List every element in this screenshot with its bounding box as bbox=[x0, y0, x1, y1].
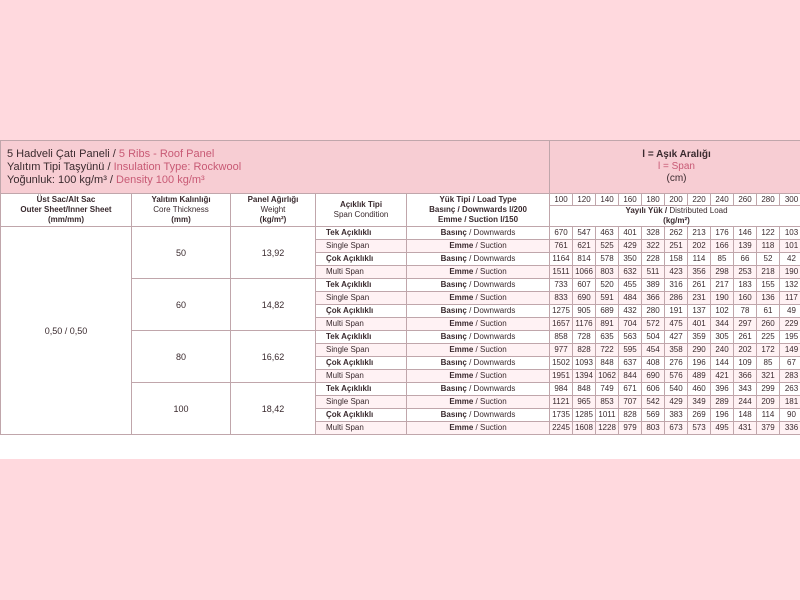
span-condition: Çok Açıklıklı bbox=[316, 305, 407, 318]
load-type bbox=[407, 266, 550, 279]
load-value: 572 bbox=[642, 318, 665, 331]
load-value: 122 bbox=[757, 227, 780, 240]
load-value: 350 bbox=[619, 253, 642, 266]
span-condition: Single Span bbox=[316, 292, 407, 305]
load-value: 139 bbox=[734, 240, 757, 253]
load-value: 489 bbox=[688, 370, 711, 383]
load-value: 1394 bbox=[573, 370, 596, 383]
span-condition: Multi Span bbox=[316, 370, 407, 383]
load-value: 336 bbox=[780, 422, 800, 435]
load-value: 366 bbox=[642, 292, 665, 305]
load-value: 576 bbox=[665, 370, 688, 383]
load-value: 1502 bbox=[550, 357, 573, 370]
load-value: 591 bbox=[596, 292, 619, 305]
span-condition: Single Span bbox=[316, 344, 407, 357]
span-value-header: 280 bbox=[757, 194, 780, 206]
load-value: 632 bbox=[619, 266, 642, 279]
span-value-header: 240 bbox=[711, 194, 734, 206]
load-value: 102 bbox=[711, 305, 734, 318]
load-type bbox=[407, 383, 550, 396]
load-value: 848 bbox=[596, 357, 619, 370]
span-condition: Tek Açıklıklı bbox=[316, 227, 407, 240]
load-type-tr: Basınç bbox=[440, 254, 467, 263]
load-type-tr: Basınç bbox=[440, 228, 467, 237]
load-value: 427 bbox=[665, 331, 688, 344]
panel-weight: 16,62 bbox=[231, 331, 316, 383]
load-value: 148 bbox=[734, 409, 757, 422]
load-value: 1228 bbox=[596, 422, 619, 435]
load-value: 244 bbox=[734, 396, 757, 409]
load-type-en: / Suction bbox=[473, 371, 507, 380]
load-value: 454 bbox=[642, 344, 665, 357]
load-value: 814 bbox=[573, 253, 596, 266]
load-value: 728 bbox=[573, 331, 596, 344]
load-value: 432 bbox=[619, 305, 642, 318]
load-value: 595 bbox=[619, 344, 642, 357]
load-value: 379 bbox=[757, 422, 780, 435]
span-value-header: 180 bbox=[642, 194, 665, 206]
load-type-tr: Emme bbox=[449, 293, 474, 302]
load-value: 101 bbox=[780, 240, 800, 253]
load-value: 262 bbox=[665, 227, 688, 240]
load-value: 196 bbox=[688, 357, 711, 370]
load-type-en: / Downwards bbox=[466, 384, 516, 393]
span-value-header: 100 bbox=[550, 194, 573, 206]
load-value: 431 bbox=[734, 422, 757, 435]
load-value: 218 bbox=[757, 266, 780, 279]
load-value: 366 bbox=[734, 370, 757, 383]
load-value: 321 bbox=[757, 370, 780, 383]
load-value: 707 bbox=[619, 396, 642, 409]
span-value-header: 140 bbox=[596, 194, 619, 206]
load-value: 722 bbox=[596, 344, 619, 357]
load-value: 196 bbox=[711, 409, 734, 422]
load-type bbox=[407, 292, 550, 305]
load-type-tr: Basınç bbox=[440, 332, 467, 341]
load-value: 578 bbox=[596, 253, 619, 266]
span-value-header: 120 bbox=[573, 194, 596, 206]
load-type-en: / Suction bbox=[473, 267, 507, 276]
load-value: 358 bbox=[665, 344, 688, 357]
load-value: 349 bbox=[688, 396, 711, 409]
span-condition: Tek Açıklıklı bbox=[316, 383, 407, 396]
load-type-tr: Basınç bbox=[440, 306, 467, 315]
load-value: 109 bbox=[734, 357, 757, 370]
load-type-tr: Basınç bbox=[440, 410, 467, 419]
load-value: 733 bbox=[550, 279, 573, 292]
span-header: l = Aşık Aralığı l = Span (cm) bbox=[550, 141, 800, 194]
load-value: 401 bbox=[688, 318, 711, 331]
load-value: 504 bbox=[642, 331, 665, 344]
load-type bbox=[407, 253, 550, 266]
load-value: 263 bbox=[780, 383, 800, 396]
load-value: 114 bbox=[688, 253, 711, 266]
load-type-tr: Emme bbox=[449, 241, 474, 250]
load-value: 1608 bbox=[573, 422, 596, 435]
load-value: 172 bbox=[757, 344, 780, 357]
load-value: 637 bbox=[619, 357, 642, 370]
load-type bbox=[407, 357, 550, 370]
load-type-tr: Basınç bbox=[440, 358, 467, 367]
load-value: 607 bbox=[573, 279, 596, 292]
load-value: 66 bbox=[734, 253, 757, 266]
load-value: 1121 bbox=[550, 396, 573, 409]
load-type bbox=[407, 227, 550, 240]
core-thickness: 60 bbox=[132, 279, 231, 331]
load-value: 905 bbox=[573, 305, 596, 318]
load-type-en: / Suction bbox=[473, 293, 507, 302]
load-value: 132 bbox=[780, 279, 800, 292]
load-value: 61 bbox=[757, 305, 780, 318]
span-condition: Çok Açıklıklı bbox=[316, 253, 407, 266]
load-value: 305 bbox=[711, 331, 734, 344]
load-value: 704 bbox=[619, 318, 642, 331]
load-type-tr: Emme bbox=[449, 345, 474, 354]
load-value: 844 bbox=[619, 370, 642, 383]
load-value: 803 bbox=[642, 422, 665, 435]
load-value: 606 bbox=[642, 383, 665, 396]
load-value: 833 bbox=[550, 292, 573, 305]
load-value: 853 bbox=[596, 396, 619, 409]
load-value: 1285 bbox=[573, 409, 596, 422]
load-value: 401 bbox=[619, 227, 642, 240]
load-value: 761 bbox=[550, 240, 573, 253]
load-value: 828 bbox=[619, 409, 642, 422]
load-value: 149 bbox=[780, 344, 800, 357]
load-value: 1951 bbox=[550, 370, 573, 383]
load-value: 1164 bbox=[550, 253, 573, 266]
load-value: 670 bbox=[550, 227, 573, 240]
panel-weight: 14,82 bbox=[231, 279, 316, 331]
load-value: 190 bbox=[780, 266, 800, 279]
load-value: 343 bbox=[734, 383, 757, 396]
load-value: 117 bbox=[780, 292, 800, 305]
load-value: 90 bbox=[780, 409, 800, 422]
load-value: 891 bbox=[596, 318, 619, 331]
span-value-header: 200 bbox=[665, 194, 688, 206]
load-type bbox=[407, 370, 550, 383]
load-value: 429 bbox=[665, 396, 688, 409]
load-type-en: / Downwards bbox=[466, 254, 516, 263]
table-title: 5 Hadveli Çatı Paneli / 5 Ribs - Roof Panel Yalıtım Tipi Taşyünü / Insulation Type: Rockwool Yoğunluk: 100 kg/m³ / Density 100 kg/m³ bbox=[1, 141, 550, 194]
load-table bbox=[0, 140, 800, 435]
load-value: 408 bbox=[642, 357, 665, 370]
load-type-tr: Emme bbox=[449, 267, 474, 276]
load-value: 158 bbox=[665, 253, 688, 266]
load-value: 621 bbox=[573, 240, 596, 253]
load-type bbox=[407, 422, 550, 435]
load-value: 103 bbox=[780, 227, 800, 240]
load-value: 828 bbox=[573, 344, 596, 357]
load-value: 984 bbox=[550, 383, 573, 396]
load-value: 1093 bbox=[573, 357, 596, 370]
load-value: 251 bbox=[665, 240, 688, 253]
load-value: 290 bbox=[688, 344, 711, 357]
load-type-en: / Suction bbox=[473, 319, 507, 328]
span-condition: Çok Açıklıklı bbox=[316, 409, 407, 422]
load-value: 429 bbox=[619, 240, 642, 253]
load-value: 289 bbox=[711, 396, 734, 409]
table-row bbox=[1, 227, 800, 240]
load-value: 49 bbox=[780, 305, 800, 318]
load-value: 803 bbox=[596, 266, 619, 279]
core-thickness: 50 bbox=[132, 227, 231, 279]
load-value: 42 bbox=[780, 253, 800, 266]
load-value: 1062 bbox=[596, 370, 619, 383]
core-thickness: 100 bbox=[132, 383, 231, 435]
load-type-en: / Downwards bbox=[466, 410, 516, 419]
load-value: 359 bbox=[688, 331, 711, 344]
load-value: 2245 bbox=[550, 422, 573, 435]
load-type-tr: Basınç bbox=[440, 280, 467, 289]
load-value: 183 bbox=[734, 279, 757, 292]
load-value: 965 bbox=[573, 396, 596, 409]
load-value: 540 bbox=[665, 383, 688, 396]
load-value: 114 bbox=[757, 409, 780, 422]
span-condition: Multi Span bbox=[316, 266, 407, 279]
load-value: 67 bbox=[780, 357, 800, 370]
span-condition: Single Span bbox=[316, 396, 407, 409]
load-type-tr: Emme bbox=[449, 319, 474, 328]
load-value: 261 bbox=[734, 331, 757, 344]
panel-weight: 18,42 bbox=[231, 383, 316, 435]
span-value-header: 260 bbox=[734, 194, 757, 206]
span-condition: Single Span bbox=[316, 240, 407, 253]
load-type-en: / Suction bbox=[473, 397, 507, 406]
load-value: 280 bbox=[642, 305, 665, 318]
load-type-en: / Suction bbox=[473, 345, 507, 354]
load-value: 484 bbox=[619, 292, 642, 305]
load-value: 229 bbox=[780, 318, 800, 331]
load-type-header: Yük Tipi / Load Type Basınç / Downwards l/200 Emme / Suction l/150 bbox=[407, 194, 550, 227]
load-value: 52 bbox=[757, 253, 780, 266]
load-value: 569 bbox=[642, 409, 665, 422]
load-type-en: / Suction bbox=[473, 423, 507, 432]
load-type bbox=[407, 240, 550, 253]
sheet-thickness: 0,50 / 0,50 bbox=[1, 227, 132, 435]
load-value: 455 bbox=[619, 279, 642, 292]
load-value: 261 bbox=[688, 279, 711, 292]
load-value: 297 bbox=[734, 318, 757, 331]
weight-header: Panel Ağırlığı Weight (kg/m²) bbox=[231, 194, 316, 227]
load-value: 209 bbox=[757, 396, 780, 409]
load-type-tr: Basınç bbox=[440, 384, 467, 393]
load-value: 389 bbox=[642, 279, 665, 292]
load-value: 299 bbox=[757, 383, 780, 396]
load-value: 1735 bbox=[550, 409, 573, 422]
load-value: 144 bbox=[711, 357, 734, 370]
load-value: 547 bbox=[573, 227, 596, 240]
load-value: 690 bbox=[642, 370, 665, 383]
load-value: 979 bbox=[619, 422, 642, 435]
load-value: 511 bbox=[642, 266, 665, 279]
load-value: 396 bbox=[711, 383, 734, 396]
load-value: 673 bbox=[665, 422, 688, 435]
load-value: 195 bbox=[780, 331, 800, 344]
load-value: 383 bbox=[665, 409, 688, 422]
span-condition: Çok Açıklıklı bbox=[316, 357, 407, 370]
span-value-header: 160 bbox=[619, 194, 642, 206]
load-value: 160 bbox=[734, 292, 757, 305]
load-table-panel bbox=[0, 140, 800, 459]
load-type bbox=[407, 279, 550, 292]
load-value: 356 bbox=[688, 266, 711, 279]
load-type-en: / Downwards bbox=[466, 228, 516, 237]
load-value: 1275 bbox=[550, 305, 573, 318]
load-value: 316 bbox=[665, 279, 688, 292]
span-value-header: 300 bbox=[780, 194, 800, 206]
core-thickness: 80 bbox=[132, 331, 231, 383]
load-value: 671 bbox=[619, 383, 642, 396]
load-value: 78 bbox=[734, 305, 757, 318]
span-condition: Multi Span bbox=[316, 422, 407, 435]
load-value: 423 bbox=[665, 266, 688, 279]
load-value: 328 bbox=[642, 227, 665, 240]
load-value: 191 bbox=[665, 305, 688, 318]
load-value: 460 bbox=[688, 383, 711, 396]
distributed-load-header: Yayılı Yük / Distributed Load (kg/m²) bbox=[550, 206, 800, 227]
load-value: 1511 bbox=[550, 266, 573, 279]
load-value: 689 bbox=[596, 305, 619, 318]
load-value: 495 bbox=[711, 422, 734, 435]
load-value: 228 bbox=[642, 253, 665, 266]
load-value: 118 bbox=[757, 240, 780, 253]
load-value: 421 bbox=[711, 370, 734, 383]
load-type bbox=[407, 396, 550, 409]
load-value: 298 bbox=[711, 266, 734, 279]
span-condition: Tek Açıklıklı bbox=[316, 331, 407, 344]
load-type-en: / Downwards bbox=[466, 332, 516, 341]
load-type-en: / Downwards bbox=[466, 306, 516, 315]
load-value: 344 bbox=[711, 318, 734, 331]
load-value: 136 bbox=[757, 292, 780, 305]
load-value: 322 bbox=[642, 240, 665, 253]
load-type bbox=[407, 409, 550, 422]
load-value: 231 bbox=[688, 292, 711, 305]
load-value: 848 bbox=[573, 383, 596, 396]
load-value: 253 bbox=[734, 266, 757, 279]
load-type-tr: Emme bbox=[449, 423, 474, 432]
load-value: 1066 bbox=[573, 266, 596, 279]
span-condition: Tek Açıklıklı bbox=[316, 279, 407, 292]
load-value: 1011 bbox=[596, 409, 619, 422]
load-value: 202 bbox=[734, 344, 757, 357]
load-value: 146 bbox=[734, 227, 757, 240]
condition-header: Açıklık Tipi Span Condition bbox=[316, 194, 407, 227]
load-type-en: / Downwards bbox=[466, 280, 516, 289]
span-condition: Multi Span bbox=[316, 318, 407, 331]
load-value: 563 bbox=[619, 331, 642, 344]
panel-weight: 13,92 bbox=[231, 227, 316, 279]
load-value: 269 bbox=[688, 409, 711, 422]
load-value: 166 bbox=[711, 240, 734, 253]
load-value: 276 bbox=[665, 357, 688, 370]
load-type-tr: Emme bbox=[449, 397, 474, 406]
load-value: 520 bbox=[596, 279, 619, 292]
load-type-en: / Suction bbox=[473, 241, 507, 250]
load-value: 283 bbox=[780, 370, 800, 383]
load-value: 286 bbox=[665, 292, 688, 305]
load-value: 690 bbox=[573, 292, 596, 305]
load-value: 181 bbox=[780, 396, 800, 409]
load-value: 573 bbox=[688, 422, 711, 435]
load-type bbox=[407, 344, 550, 357]
load-value: 155 bbox=[757, 279, 780, 292]
load-value: 749 bbox=[596, 383, 619, 396]
load-value: 190 bbox=[711, 292, 734, 305]
load-value: 85 bbox=[757, 357, 780, 370]
load-value: 1176 bbox=[573, 318, 596, 331]
span-value-header: 220 bbox=[688, 194, 711, 206]
load-value: 463 bbox=[596, 227, 619, 240]
load-type bbox=[407, 331, 550, 344]
load-value: 977 bbox=[550, 344, 573, 357]
load-type bbox=[407, 305, 550, 318]
load-value: 137 bbox=[688, 305, 711, 318]
load-value: 213 bbox=[688, 227, 711, 240]
load-value: 525 bbox=[596, 240, 619, 253]
load-value: 635 bbox=[596, 331, 619, 344]
sheet-header: Üst Sac/Alt Sac Outer Sheet/Inner Sheet (mm/mm) bbox=[1, 194, 132, 227]
load-value: 85 bbox=[711, 253, 734, 266]
load-value: 176 bbox=[711, 227, 734, 240]
load-value: 542 bbox=[642, 396, 665, 409]
load-value: 260 bbox=[757, 318, 780, 331]
load-value: 475 bbox=[665, 318, 688, 331]
load-value: 202 bbox=[688, 240, 711, 253]
load-type bbox=[407, 318, 550, 331]
load-type-tr: Emme bbox=[449, 371, 474, 380]
load-value: 858 bbox=[550, 331, 573, 344]
load-value: 1657 bbox=[550, 318, 573, 331]
core-header: Yalıtım Kalınlığı Core Thickness (mm) bbox=[132, 194, 231, 227]
load-type-en: / Downwards bbox=[466, 358, 516, 367]
load-value: 240 bbox=[711, 344, 734, 357]
load-value: 217 bbox=[711, 279, 734, 292]
load-value: 225 bbox=[757, 331, 780, 344]
